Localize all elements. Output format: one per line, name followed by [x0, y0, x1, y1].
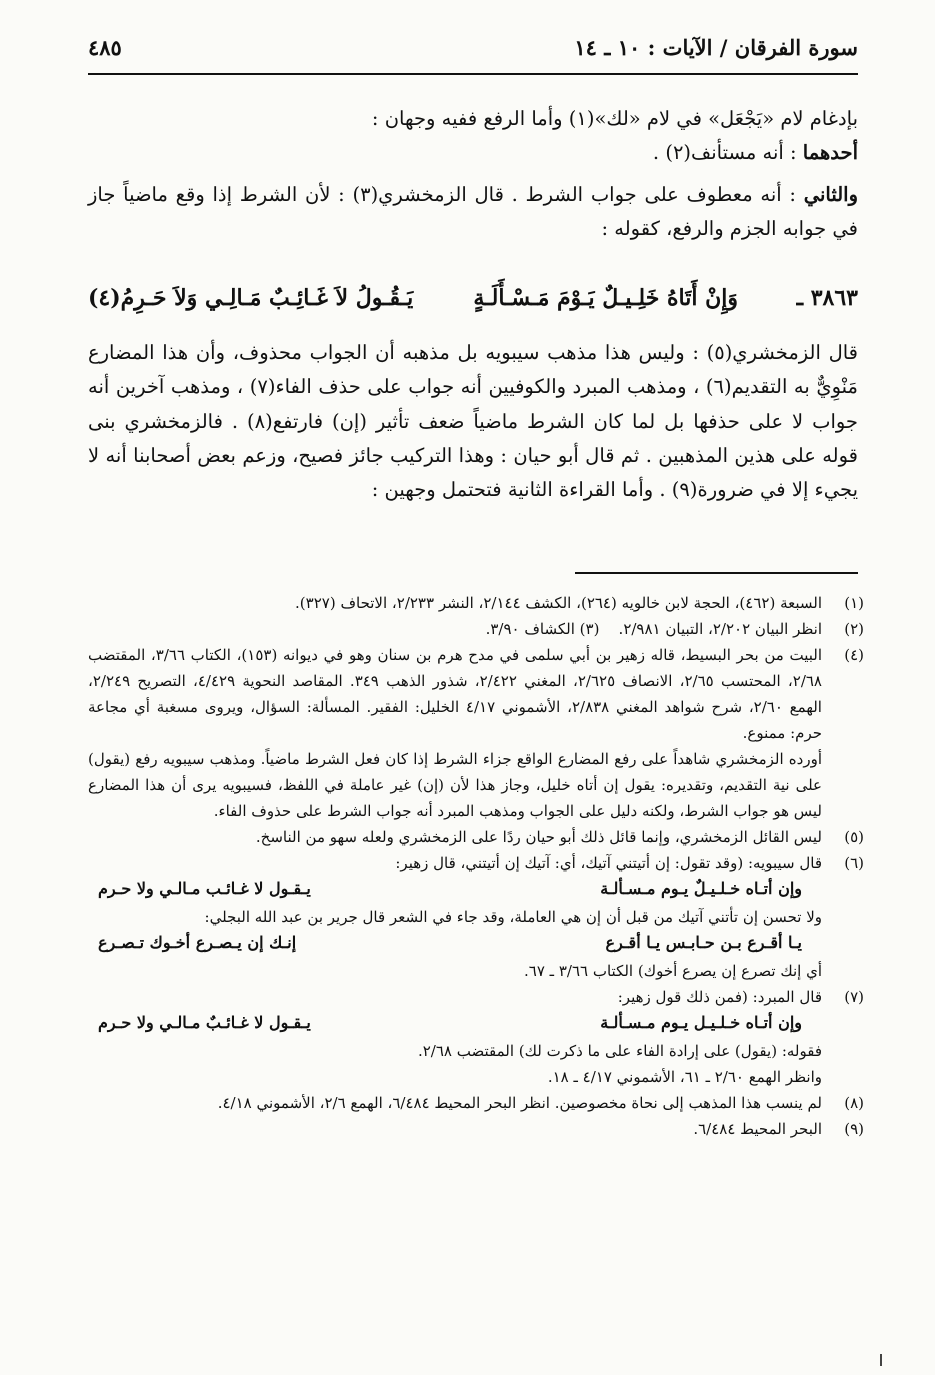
verse-number: ٣٨٦٣ ـ [796, 285, 858, 311]
second-aspect-text: : أنه معطوف على جواب الشرط . قال الزمخشري(٣) : لأن الشرط إذا وقع ماضياً جاز في جوابه الجزم والرفع، كقوله : [88, 183, 858, 240]
footnote-number: (٩) [844, 1120, 864, 1138]
footnote-verse [88, 1010, 822, 1038]
footnote-text: لم ينسب هذا المذهب إلى نحاة مخصوصين. انظر البحر المحيط ٦/٤٨٤، الهمع ٢/٦، الأشموني ٤/١٨. [217, 1094, 822, 1112]
first-aspect-text: : أنه مستأنف(٢) . [652, 141, 797, 164]
footnotes [88, 590, 864, 1142]
footnote-text: البحر المحيط ٦/٤٨٤. [693, 1120, 822, 1138]
running-title: سورة الفرقان / الآيات : ١٠ ـ ١٤ [574, 35, 858, 60]
footnote-number: (٧) [844, 988, 864, 1006]
footnote-text: قال سيبويه: (وقد تقول: إن أتيتني آتيك، أي: آتيك إن أتيتني، قال زهير: [395, 854, 822, 872]
footnote-text-cont: وانظر الهمع ٢/٦٠ ـ ٦١، الأشموني ٤/١٧ ـ ١٨. [547, 1068, 822, 1086]
footnote-text: البيت من بحر البسيط، قاله زهير بن أبي سلمى في مدح هرم بن سنان وهو في ديوانه (١٥٣)، الكتاب ٣/٦٦، المقتضب ٢/٦٨، المحتسب ٢/٦٥، الانصاف ٢/٦٢٥، المغني ٢/٤٢٢، شذور الذهب ٣٤٩. المقاصد النحوية ٤/٤٢٩، التصريح ٢/٢٤٩، الهمع ٢/٦٠، شرح شواهد المغني ٢/٨٣٨، الأشموني ٤/١٧ الخليل: الفقير. المسألة: السؤال، ويروى مسغبة أي مجاعة حرم: ممنوع. [88, 646, 822, 742]
footnote-number: (٤) [844, 646, 864, 664]
main-text [88, 102, 858, 246]
verse-hemistich-1: يـا أقـرع بـن حـابـس يـا أقـرع [605, 933, 802, 952]
footnote-text [88, 616, 822, 642]
commentary-paragraph: قال الزمخشري(٥) : وليس هذا مذهب سيبويه بل مذهبه أن الجواب محذوف، وأن هذا المضارع مَنْوِيٌّ به التقديم(٦) ، ومذهب المبرد والكوفيين أنه جواب على حذف الفاء(٧) ، ومذهب آخرين أنه جواب لا على حذفها بل لما كان الشرط ماضياً ضعف تأثير (إن) فارتفع(٨) . فالزمخشري بنى قوله على هذين المذهبين . ثم قال أبو حيان : وهذا التركيب جائز فصيح، وزعم بعض أصحابنا أنه لا يجيء إلا في ضرورة(٩) . وأما القراءة الثانية فتحتمل وجهين : [88, 341, 859, 502]
footnote-text-cont: فقوله: (يقول) على إرادة الفاء على ما ذكرت لك) المقتضب ٢/٦٨. [417, 1042, 822, 1060]
page-number: ٤٨٥ [88, 35, 122, 60]
verse-hemistich-2: يـقـول لا غـائـب مـالـي ولا حـرم [98, 879, 311, 898]
first-aspect-label: أحدهما [802, 141, 858, 164]
verse-hemistich-1: وَإِنْ أَتَاهُ خَلِـيـلٌ يَـوْمَ مَـسْـأَلَـةٍ [473, 285, 738, 311]
verse-hemistich-2: يَـقُـولُ لاَ غَـائِـبٌ مَـالِـي وَلاَ حَـرِمُ(٤) [88, 285, 414, 311]
footnote-2-text: انظر البيان ٢/٢٠٢، التبيان ٢/٩٨١. [618, 620, 822, 638]
footnote-5 [88, 824, 864, 850]
footnote-4 [88, 642, 864, 824]
footnote-3-text: الكشاف ٣/٩٠. [485, 620, 575, 638]
main-line-1: بإدغام لام «يَجْعَل» في لام «لك»(١) وأما الرفع ففيه وجهان : [371, 107, 858, 130]
footnote-9 [88, 1116, 864, 1142]
footnote-1 [88, 590, 864, 616]
footnote-number: (١) [844, 594, 864, 612]
second-aspect-label: والثاني [803, 183, 859, 206]
footnote-number: (٦) [844, 854, 864, 872]
footnote-number: (٥) [844, 828, 864, 846]
footnote-2 [88, 616, 864, 642]
footnote-verse [88, 876, 822, 904]
page-header [88, 33, 858, 75]
footnote-text-cont: أي إنك تصرع إن يصرع أخوك) الكتاب ٣/٦٦ ـ ٦٧. [524, 962, 822, 980]
footnote-6 [88, 850, 864, 984]
footnote-text: قال المبرد: (فمن ذلك قول زهير: [617, 988, 822, 1006]
second-aspect [88, 178, 858, 246]
page-edge-mark [880, 1354, 882, 1366]
verse-hemistich-2: يـقـول لا غـائـبٌ مـالـي ولا حـرم [98, 1013, 311, 1032]
footnote-3-number: (٣) [579, 620, 600, 638]
first-aspect [88, 136, 858, 170]
poetry-verse [88, 283, 858, 323]
footnote-number: (٢) [844, 620, 864, 638]
footnote-text-cont: أورده الزمخشري شاهداً على رفع المضارع الواقع جزاء الشرط إذا كان فعل الشرط ماضياً. ومذهب سيبويه رفع (يقول) على نية التقديم، وتقديره: يقول إن أتاه خليل، وجاز هذا لأن (إن) غير عاملة في اللفظ، فسيبويه يرى أن هذا المضارع ليس هو جواب الشرط، ولكنه دليل على الجواب ومذهب المبرد أنه جواب الشرط على حذوف الفاء. [88, 750, 822, 820]
footnote-8 [88, 1090, 864, 1116]
footnote-text-cont: ولا تحسن إن تأتني آتيك من قبل أن إن هي العاملة، وقد جاء في الشعر قال جرير بن عبد الله البجلي: [204, 908, 822, 926]
footnote-verse [88, 930, 822, 958]
footnote-7 [88, 984, 864, 1090]
footnote-text: السبعة (٤٦٢)، الحجة لابن خالويه (٢٦٤)، الكشف ٢/١٤٤، النشر ٢/٢٣٣، الاتحاف (٣٢٧). [295, 594, 822, 612]
verse-hemistich-1: وإن أتـاه خـلـيـلٌ يـوم مـسـألـة [600, 879, 802, 898]
footnote-separator [575, 572, 858, 574]
footnote-number: (٨) [844, 1094, 864, 1112]
verse-hemistich-1: وإن أتـاه خـلـيـل يـوم مـسـألـة [600, 1013, 802, 1032]
verse-hemistich-2: إنـك إن يـصـرع أخـوك تـصـرع [98, 933, 297, 952]
footnote-text: ليس القائل الزمخشري، وإنما قائل ذلك أبو حيان ردًا على الزمخشري ولعله سهو من الناسخ. [255, 828, 822, 846]
